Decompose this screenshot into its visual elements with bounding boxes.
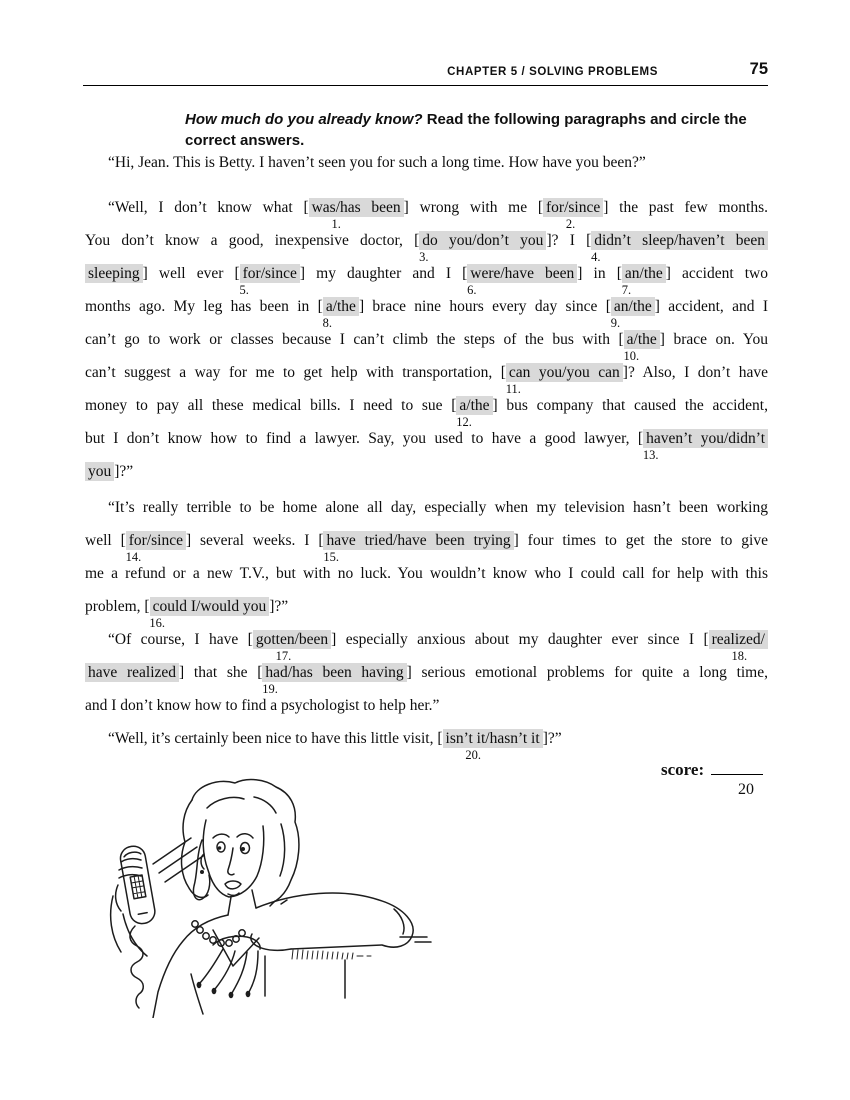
text-run: brace on. You [664, 331, 768, 348]
text-line [85, 656, 768, 696]
choice-number: 4. [591, 250, 601, 264]
score-block [661, 760, 772, 799]
text-line [85, 557, 768, 590]
text-run: ?” [119, 463, 134, 480]
text-line [85, 590, 768, 630]
page-header [85, 62, 768, 84]
answer-choice-2: [ for/since ] 2. [537, 199, 609, 231]
text-run: You don’t know a good, inexpensive doctor, [85, 232, 415, 249]
resting-arm [256, 893, 413, 949]
answer-choice: you ] [85, 463, 119, 480]
choice-number: 2. [565, 217, 576, 231]
answer-choice-14: [ for/since ] 14. [120, 532, 192, 564]
choice-number: 14. [125, 550, 142, 564]
text-run: can’t suggest a way for me to get help with transportation, [85, 364, 501, 381]
text-run: “It’s really terrible to be home alone all day, especially when my television hasn’t been working [108, 499, 768, 516]
exercise-text [85, 146, 769, 762]
mouth [225, 881, 241, 889]
text-run: ?” [547, 730, 562, 747]
text-run: accident two [670, 265, 769, 282]
text-run: problem, [85, 598, 145, 615]
chair-back [400, 937, 431, 942]
text-run: brace nine hours every day since [364, 298, 606, 315]
choice-number: 16. [149, 616, 166, 630]
hair [192, 780, 299, 903]
answer-choice-3: [ do you/don’t you ] 3. [414, 232, 552, 264]
answer-choice-17: [ gotten/been ] 17. [247, 631, 337, 663]
telephone-icon [119, 844, 157, 925]
answer-choice-12: [ a/the ] 12. [451, 397, 498, 429]
page-number: 75 [749, 60, 768, 78]
answer-choice-19: [ had/has been having ] 19. [257, 664, 412, 696]
choice-number: 10. [623, 349, 640, 363]
text-run: money to pay all these medical bills. I need to sue [85, 397, 452, 414]
answer-choice-18: [ realized/ 18. [703, 631, 768, 648]
text-run: serious emotional problems for quite a long time, [411, 664, 768, 681]
text-line [85, 191, 768, 231]
answer-choice-7: [ an/the ] 7. [616, 265, 671, 297]
choice-number: 11. [505, 382, 521, 396]
text-run: months ago. My leg has been in [85, 298, 318, 315]
paragraph [85, 491, 768, 630]
choice-number: 17. [275, 649, 292, 663]
score-blank-line [711, 761, 763, 775]
text-run: well ever [147, 265, 235, 282]
choice-number: 15. [323, 550, 339, 564]
answer-choice-11: [ can you/you can ] 11. [500, 364, 628, 396]
text-run: my daughter and I [305, 265, 463, 282]
text-run: in [582, 265, 617, 282]
text-run: ? Also, I don’t have [627, 364, 769, 381]
answer-choice-9: [ an/the ] 9. [605, 298, 660, 330]
answer-choice-20: [ isn’t it/hasn’t it ] 20. [437, 730, 548, 762]
answer-choice-15: [ have tried/have been trying ] 15. [318, 532, 519, 564]
text-line [85, 290, 768, 330]
illustration-woman-on-phone [95, 778, 475, 1018]
text-line [85, 623, 768, 663]
choice-number: 8. [322, 316, 333, 330]
text-run: accident, and I [659, 298, 768, 315]
text-line [85, 422, 768, 462]
earring [200, 870, 204, 874]
text-line [85, 689, 768, 722]
text-line [85, 146, 768, 179]
face [203, 820, 264, 897]
score-label: score: [661, 760, 705, 779]
paragraph [85, 623, 768, 722]
answer-choice-1: [ was/has been ] 1. [303, 199, 409, 231]
answer-choice-4: [ didn’t sleep/haven’t been 4. [586, 232, 768, 249]
answer-choice-6: [ were/have been ] 6. [462, 265, 583, 297]
text-run: wrong with me [408, 199, 538, 216]
text-line [85, 455, 768, 488]
choice-number: 7. [621, 283, 632, 297]
text-line [85, 389, 768, 429]
text-line [85, 491, 768, 524]
choice-number: 12. [456, 415, 472, 429]
instructions-rest: Read the following paragraphs and circle the [422, 111, 747, 128]
text-run: that she [184, 664, 258, 681]
eyebrows [213, 834, 253, 838]
text-run: can’t go to work or classes because I can’t climb the steps of the bus with [85, 331, 619, 348]
exercise-instructions [185, 109, 770, 151]
text-run: ?” [274, 598, 289, 615]
answer-choice-8: [ a/the ] 8. [317, 298, 365, 330]
choice-number: 20. [465, 748, 481, 762]
paragraph [85, 191, 768, 488]
choice-number: 18. [731, 649, 748, 663]
chapter-title: CHAPTER 5 / SOLVING PROBLEMS [447, 66, 658, 78]
instructions-question: How much do you already know? [185, 111, 423, 128]
text-run: “Of course, I have [108, 631, 248, 648]
text-run: four times to get the store to give [518, 532, 768, 549]
choice-number: 19. [262, 682, 278, 696]
necklace [192, 921, 245, 946]
answer-choice-16: [ could I/would you ] 16. [144, 598, 275, 630]
answer-choice-13: [ haven’t you/didn’t 13. [638, 430, 768, 447]
paragraph [85, 722, 768, 762]
answer-choice-5: [ for/since ] 5. [234, 265, 306, 297]
text-line [85, 323, 768, 363]
choice-number: 3. [419, 250, 429, 264]
score-total: 20 [738, 781, 754, 798]
text-run: ? I [551, 232, 587, 249]
answer-choice: have realized ] [85, 664, 184, 681]
instructions-line1 [185, 109, 770, 130]
text-run: and I don’t know how to find a psychologist to help her.” [85, 697, 440, 714]
text-run: “Well, I don’t know what [108, 199, 304, 216]
text-line [85, 356, 769, 396]
text-run: but I don’t know how to find a lawyer. Say, you used to have a good lawyer, [85, 430, 638, 447]
text-run: the past few months. [608, 199, 768, 216]
text-run: several weeks. I [191, 532, 319, 549]
text-line [85, 524, 768, 564]
choice-number: 5. [239, 283, 249, 297]
answer-choice: sleeping ] [85, 265, 148, 282]
text-run: well [85, 532, 121, 549]
text-run: especially anxious about my daughter ever since I [336, 631, 704, 648]
text-run: “Hi, Jean. This is Betty. I haven’t seen you for such a long time. How have you been?” [108, 154, 646, 171]
text-run: me a refund or a new T.V., but with no luck. You wouldn’t know who I could call for help with this [85, 565, 768, 582]
answer-choice-10: [ a/the ] 10. [618, 331, 665, 363]
text-run: bus company that caused the accident, [497, 397, 768, 414]
choice-number: 6. [467, 283, 477, 297]
text-line [85, 224, 768, 264]
choice-number: 13. [642, 448, 659, 462]
nose [228, 848, 234, 875]
text-run: “Well, it’s certainly been nice to have this little visit, [108, 730, 438, 747]
choice-number: 9. [610, 316, 621, 330]
choice-number: 1. [331, 217, 341, 231]
instructions-line2: correct answers. [185, 132, 305, 149]
header-rule [83, 85, 768, 86]
paragraph [85, 146, 768, 179]
text-line [85, 722, 768, 762]
